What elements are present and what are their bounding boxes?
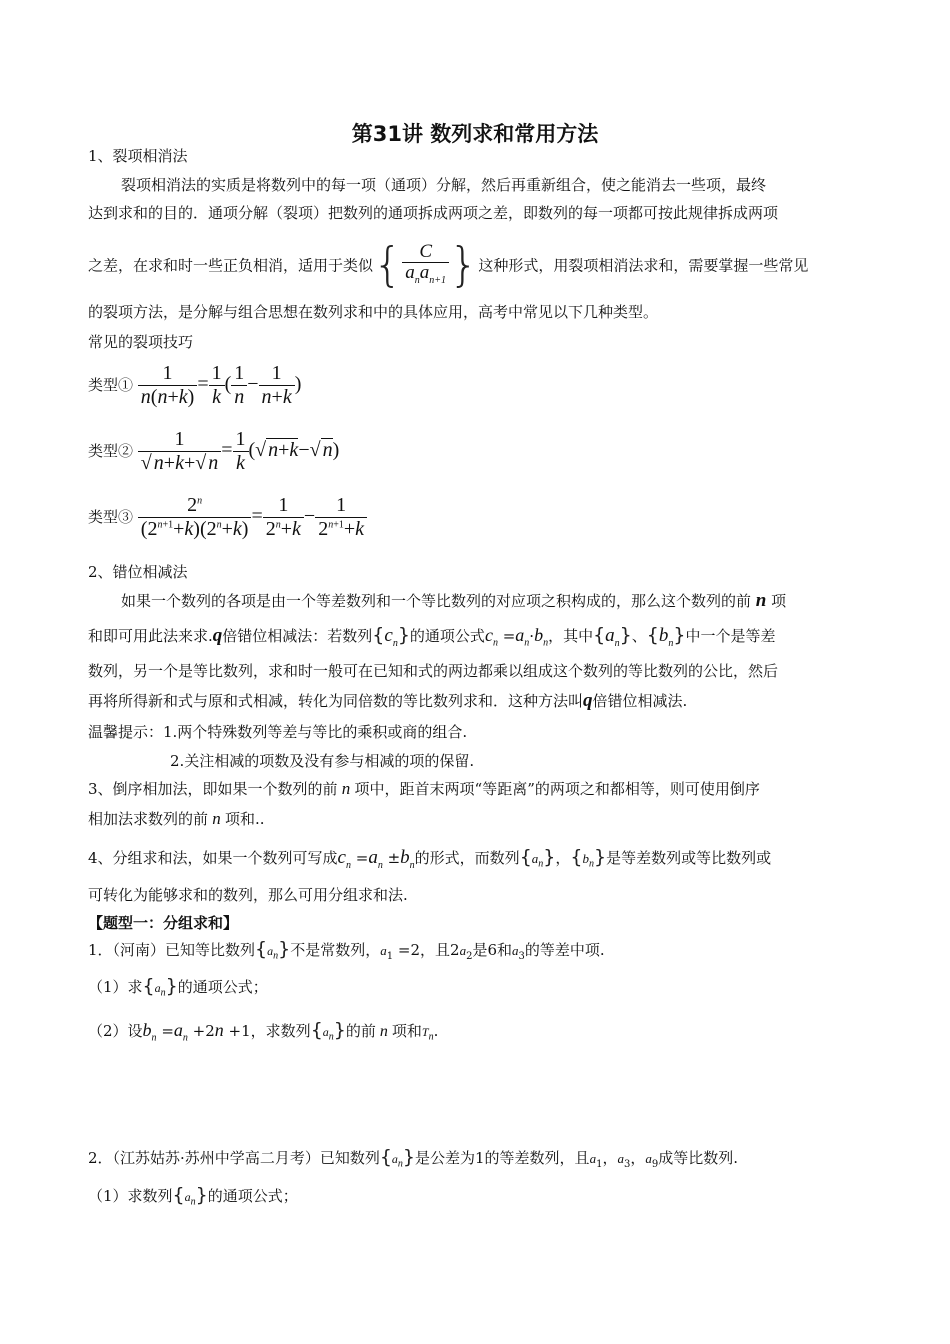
tip-1: 温馨提示：1.两个特殊数列等差与等比的乘积或商的组合. bbox=[88, 723, 468, 741]
section-3-line: 3、倒序相加法，即如果一个数列的前 n 项中，距首末两项“等距离”的两项之和都相等，则可使用倒序 bbox=[88, 779, 760, 798]
text-fragment: ， bbox=[602, 1149, 618, 1167]
section-2-heading: 2、错位相减法 bbox=[88, 563, 188, 581]
section-4-line: 4、分组求和法，如果一个数列可写成$c_n =a_n \pm b_n$的形式，而数列$\{a_n\}$，$\{b_n\}$是等差数列或等比数列或 bbox=[88, 846, 772, 871]
question-1-part-1: （1）求$\{a_n\}$的通项公式； bbox=[88, 975, 268, 999]
text-fragment: 1．（河南）已知等比数列 bbox=[88, 941, 256, 959]
section-1-paragraph-line bbox=[88, 237, 809, 292]
type-label: 类型② bbox=[88, 442, 134, 461]
section-2-paragraph-line: 和即可用此法来求.q倍错位相减法：若数列$\{c_n\}$的通项公式$c_n =a_n\cdot b_n$，其中$\{a_n\}$、$\{b_n\}$中一个是等差 bbox=[88, 624, 776, 649]
question-2: 2．（江苏姑苏·苏州中学高二月考）已知数列$\{a_n\}$是公差为1的等差数列，且$a_1$，$a_3$，$a_9$成等比数列. bbox=[88, 1146, 738, 1170]
tip-2: 2.关注相减的项数及没有参与相减的项的保留. bbox=[170, 752, 475, 770]
type-label: 类型① bbox=[88, 376, 134, 395]
fraction-c-over-an-an1: $\frac{C}{a_na_{n+1}}$ bbox=[402, 242, 449, 291]
page-title: 第31讲 数列求和常用方法 bbox=[351, 122, 599, 146]
text-fragment: 是等差数列或等比数列或 bbox=[606, 849, 772, 867]
section-2-paragraph-line: 再将所得新和式与原和式相减，转化为同倍数的等比数列求和．这种方法叫q倍错位相减法. bbox=[88, 690, 688, 711]
tips-heading: 常见的裂项技巧 bbox=[88, 333, 194, 351]
text-fragment: 之差，在求和时一些正负相消，适用于类似 bbox=[88, 256, 374, 275]
question-1-part-2: （2）设$b_n =a_n +2n +1$，求数列$\{a_n\}$的前 n 项和$T_n$. bbox=[88, 1019, 439, 1044]
text-fragment: （1）求 bbox=[88, 978, 143, 996]
text-fragment: 的等差中项. bbox=[524, 941, 605, 959]
text-fragment: 3、倒序相加法，即如果一个数列的前 bbox=[88, 780, 338, 798]
text-fragment: 的通项公式； bbox=[207, 1187, 298, 1205]
text-fragment: 的形式，而数列 bbox=[414, 849, 520, 867]
text-fragment: 相加法求数列的前 bbox=[88, 810, 209, 828]
text-fragment: 这种形式，用裂项相消法求和，需要掌握一些常见 bbox=[478, 256, 809, 275]
text-fragment: 4、分组求和法，如果一个数列可写成 bbox=[88, 849, 338, 867]
question-1: 1．（河南）已知等比数列$\{a_n\}$不是常数列，$a_1 =2$，且$2a_2$是6和$a_3$的等差中项. bbox=[88, 938, 605, 962]
text-fragment: ， bbox=[555, 849, 571, 867]
text-fragment: 的通项公式 bbox=[409, 627, 485, 645]
section-3-line: 相加法求数列的前 n 项和.. bbox=[88, 809, 265, 828]
text-fragment: 如果一个数列的各项是由一个等差数列和一个等比数列的对应项之积构成的，那么这个数列的前 bbox=[121, 592, 752, 610]
text-fragment: 2．（江苏姑苏·苏州中学高二月考）已知数列 bbox=[88, 1149, 380, 1167]
section-1-paragraph-line: 裂项相消法的实质是将数列中的每一项（通项）分解，然后再重新组合，使之能消去一些项，最终 bbox=[121, 176, 767, 194]
type-label: 类型③ bbox=[88, 508, 134, 527]
question-2-part-1: （1）求数列$\{a_n\}$的通项公式； bbox=[88, 1184, 298, 1208]
formula-type-2: 类型② $\frac{1}{√ n+k+√ n}$ = $\frac{1}{k}$ (√ n+k−√ n) bbox=[88, 428, 340, 474]
text-fragment: ， bbox=[630, 1149, 646, 1167]
text-fragment: 倍错位相减法：若数列 bbox=[222, 627, 373, 645]
section-2-paragraph-line: 如果一个数列的各项是由一个等差数列和一个等比数列的对应项之积构成的，那么这个数列的前 n 项 bbox=[121, 590, 787, 611]
text-fragment: ，求数列 bbox=[250, 1022, 311, 1040]
text-fragment: 、 bbox=[631, 627, 647, 645]
text-fragment: 项和 bbox=[391, 1022, 422, 1040]
formula-type-1: 类型① $\frac{1}{n(n+k)}$ = $\frac{1}{k}$ ( $\frac{1}{n}$ − $\frac{1}{n+k}$ ) bbox=[88, 362, 302, 408]
text-fragment: （2）设 bbox=[88, 1022, 143, 1040]
section-1-heading: 1、裂项相消法 bbox=[88, 147, 188, 165]
text-fragment: ，其中 bbox=[548, 627, 594, 645]
text-fragment: ，且 bbox=[420, 941, 451, 959]
text-fragment: 和 bbox=[497, 941, 513, 959]
text-fragment: 和即可用此法来求. bbox=[88, 627, 213, 645]
text-fragment: 成等比数列. bbox=[658, 1149, 738, 1167]
text-fragment: 项 bbox=[771, 592, 787, 610]
text-fragment: . bbox=[433, 1022, 439, 1040]
section-1-paragraph-line: 达到求和的目的．通项分解（裂项）把数列的通项拆成两项之差，即数列的每一项都可按此规律拆成两项 bbox=[88, 204, 779, 222]
text-fragment: 是 bbox=[472, 941, 488, 959]
text-fragment: 是公差为1的等差数列，且 bbox=[415, 1149, 590, 1167]
section-2-paragraph-line: 数列，另一个是等比数列，求和时一般可在已知和式的两边都乘以组成这个数列的等比数列的公比，然后 bbox=[88, 662, 779, 680]
section-1-paragraph-line: 的裂项方法，是分解与组合思想在数列求和中的具体应用，高考中常见以下几种类型。 bbox=[88, 303, 659, 321]
text-fragment: 项中，距首末两项“等距离”的两项之和都相等，则可使用倒序 bbox=[354, 780, 760, 798]
formula-type-3: 类型③ $\frac{2^n}{(2^{n+1}+k)(2^n+k)}$ = $\frac{1}{2^n+k}$ − $\frac{1}{2^{n+1}+k}$ bbox=[88, 494, 367, 541]
text-fragment: 再将所得新和式与原和式相减，转化为同倍数的等比数列求和．这种方法叫 bbox=[88, 692, 584, 710]
text-fragment: 的通项公式； bbox=[177, 978, 268, 996]
question-type-heading: 【题型一：分组求和】 bbox=[88, 914, 239, 932]
brace-left: { bbox=[373, 237, 403, 292]
text-fragment: 中一个是等差 bbox=[685, 627, 776, 645]
section-4-line: 可转化为能够求和的数列，那么可用分组求和法. bbox=[88, 886, 408, 904]
text-fragment: 的前 bbox=[345, 1022, 376, 1040]
text-fragment: （1）求数列 bbox=[88, 1187, 173, 1205]
text-fragment: 不是常数列， bbox=[290, 941, 381, 959]
brace-right: } bbox=[449, 237, 479, 292]
text-fragment: 倍错位相减法. bbox=[592, 692, 688, 710]
text-fragment: 项和.. bbox=[225, 810, 265, 828]
